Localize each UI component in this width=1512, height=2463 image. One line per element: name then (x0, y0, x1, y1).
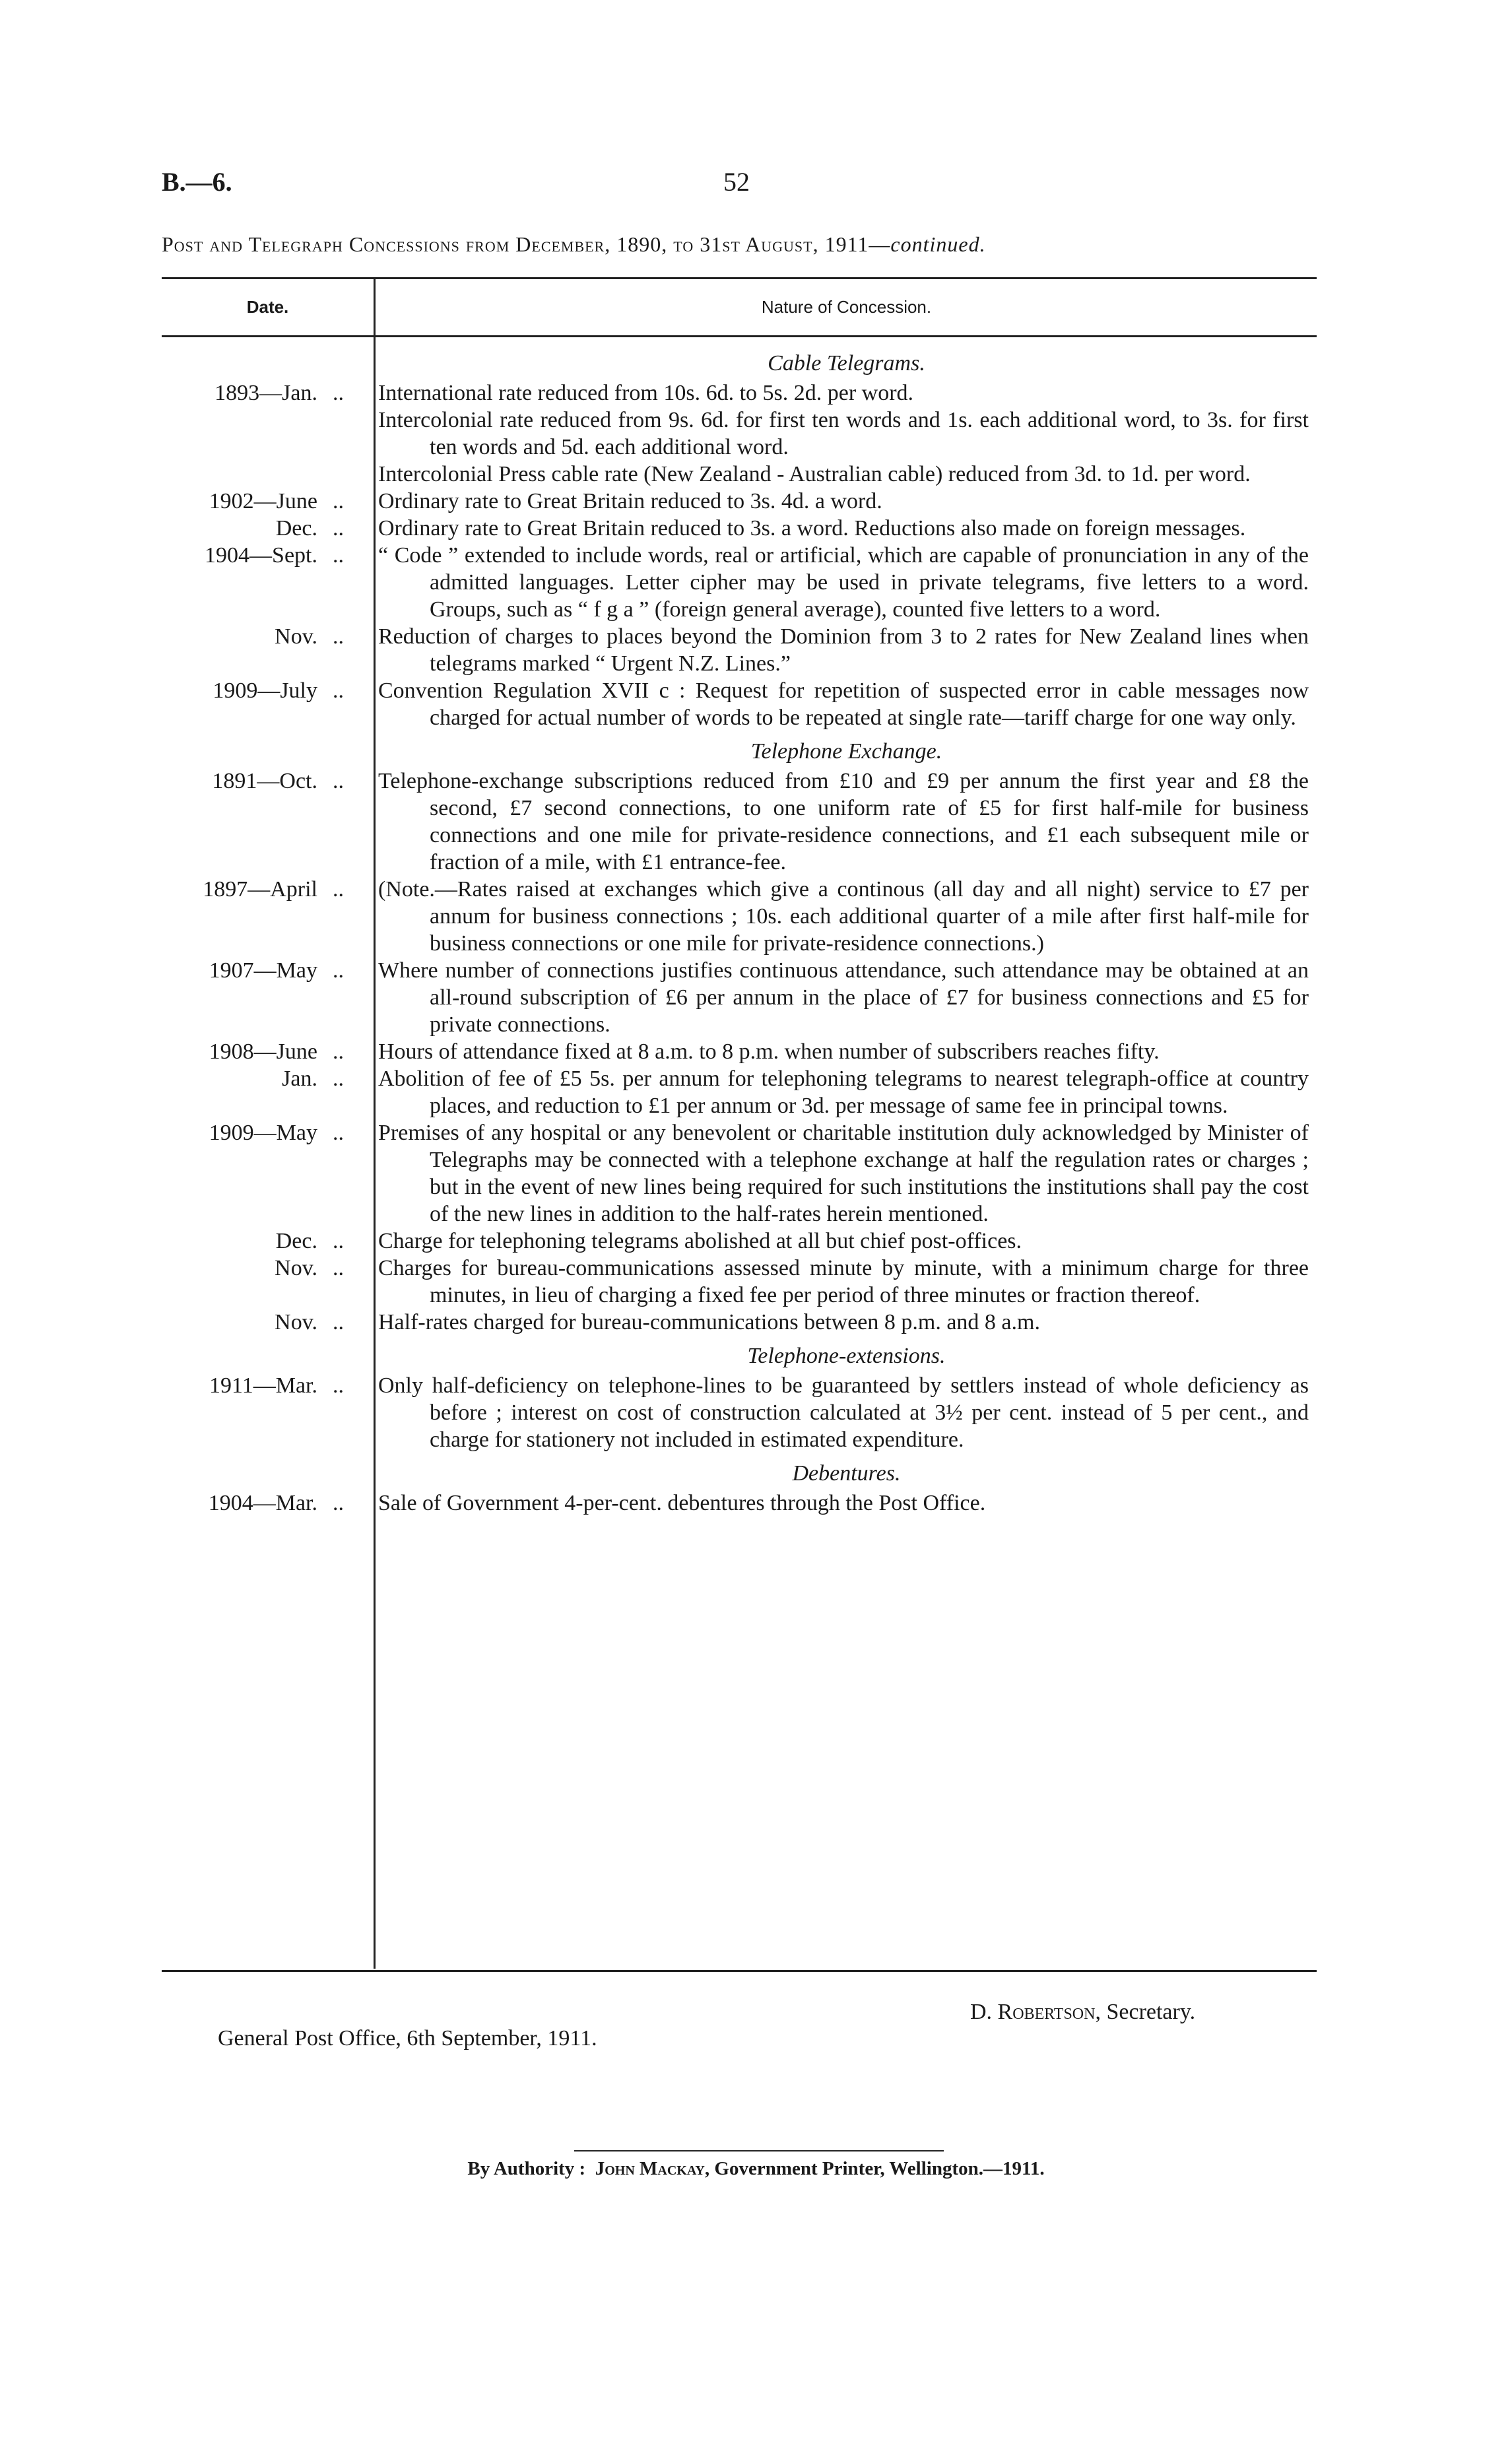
column-header-date: Date. (246, 297, 289, 317)
entry-date-label: 1904—Sept. (205, 543, 317, 568)
imprint-printer: John Mackay, (595, 2158, 710, 2179)
entry-date-label: Nov. (275, 624, 317, 649)
section-heading: Debentures. (792, 1461, 901, 1486)
imprint-suffix: Government Printer, Wellington.—1911. (714, 2158, 1045, 2179)
entry-text: Charges for bureau-communications assessed minute by minute, with a minimum charge for three minutes, in lieu of charging a fixed fee per period of three minutes or fraction thereof. (378, 1256, 1309, 1307)
title-continued: continued. (890, 232, 986, 256)
entry-text: Abolition of fee of £5 5s. per annum for telephoning telegrams to nearest telegraph-office at country places, and reduction to £1 per annum or 3d. per message of same fee in principal towns. (378, 1067, 1309, 1118)
leader-dots: .. (333, 769, 344, 793)
title-main: Post and Telegraph Concessions from December, 1890, to 31st August, 1911— (162, 232, 891, 256)
table-row (162, 1228, 1317, 1255)
leader-dots: .. (333, 958, 344, 983)
table-row (162, 407, 1317, 461)
leader-dots: .. (333, 543, 344, 568)
entry-date-label: 1897—April (203, 877, 317, 902)
entry-text: Ordinary rate to Great Britain reduced to 3s. a word. Reductions also made on foreign messages. (378, 516, 1246, 541)
leader-dots: .. (333, 516, 344, 541)
entry-text: Reduction of charges to places beyond the Dominion from 3 to 2 rates for New Zealand lines when telegrams marked “ Urgent N.Z. Lines.” (378, 624, 1309, 676)
leader-dots: .. (333, 489, 344, 513)
leader-dots: .. (333, 624, 344, 649)
page-number: 52 (723, 167, 750, 197)
entry-text: Premises of any hospital or any benevolent or charitable institution duly acknowledged by Minister of Telegraphs may be connected with a telephone exchange at half the regulation rates or charges ; but in the event of new lines being required for such institutions the institutions shall pay the cost of the new lines in addition to the half-rates herein mentioned. (378, 1121, 1309, 1226)
table-row (162, 876, 1317, 957)
top-rule (162, 277, 1317, 279)
signature-name: D. Robertson, (970, 2000, 1101, 2024)
table-row (162, 1490, 1317, 1517)
entry-date (162, 1490, 360, 1517)
entry-date (162, 623, 360, 677)
entry-text: Ordinary rate to Great Britain reduced to 3s. 4d. a word. (378, 489, 882, 513)
imprint (0, 2158, 1512, 2180)
table-row (162, 1309, 1317, 1336)
entry-date-label: Dec. (275, 1229, 317, 1253)
entry-text: “ Code ” extended to include words, real or artificial, which are capable of pronunciation in any of the admitted languages. Letter cipher may be used in private telegrams, five letters to a word. Groups, such as “ f g a ” (foreign general average), counted five letters to a word. (378, 543, 1309, 622)
table-row (162, 1119, 1317, 1228)
entry-date (162, 488, 360, 515)
entry-text: International rate reduced from 10s. 6d. to 5s. 2d. per word. (378, 381, 914, 405)
table-row (162, 677, 1317, 731)
page-title (162, 232, 1323, 257)
entry-date (162, 876, 360, 957)
entry-text: Convention Regulation XVII c : Request for repetition of suspected error in cable messages now charged for actual number of words to be repeated at single rate—tariff charge for one way only. (378, 678, 1309, 730)
entry-date-label: 1909—May (209, 1121, 317, 1145)
entry-date (162, 542, 360, 623)
imprint-prefix: By Authority : (467, 2158, 586, 2179)
leader-dots: .. (333, 877, 344, 902)
entry-date (162, 1038, 360, 1065)
entry-date-label: Dec. (275, 516, 317, 541)
entry-date (162, 1119, 360, 1228)
table-row (162, 957, 1317, 1038)
entry-date (162, 1065, 360, 1119)
leader-dots: .. (333, 1491, 344, 1515)
entry-date-label: Nov. (275, 1256, 317, 1280)
entry-date (162, 515, 360, 542)
section-heading: Telephone Exchange. (750, 739, 942, 764)
entry-date-label: Jan. (282, 1067, 317, 1091)
entry-text: Where number of connections justifies continuous attendance, such attendance may be obtained at an all-round subscription of £6 per annum in the place of £7 for business connections and £5 for private connections. (378, 958, 1309, 1037)
bottom-rule (162, 1970, 1317, 1972)
leader-dots: .. (333, 1256, 344, 1280)
leader-dots: .. (333, 1039, 344, 1064)
header-rule (162, 335, 1317, 337)
table-row (162, 1038, 1317, 1065)
footer-rule (574, 2150, 944, 2151)
table-row (162, 1065, 1317, 1119)
entry-text: Only half-deficiency on telephone-lines to be guaranteed by settlers instead of whole deficiency as before ; interest on cost of construction calculated at 3½ per cent. instead of 5 per cent., and charge for stationery not included in estimated expenditure. (378, 1373, 1309, 1452)
table-row (162, 768, 1317, 876)
entry-date (162, 1309, 360, 1336)
leader-dots: .. (333, 1373, 344, 1398)
entry-text: Charge for telephoning telegrams abolished at all but chief post-offices. (378, 1229, 1022, 1253)
entry-date (162, 768, 360, 876)
entry-date-label: 1902—June (209, 489, 317, 513)
table-row (162, 488, 1317, 515)
document-reference: B.—6. (162, 167, 232, 197)
table-row (162, 515, 1317, 542)
entry-date-label: 1909—July (213, 678, 317, 703)
entry-date (162, 1255, 360, 1309)
concessions-table (162, 350, 1317, 1517)
leader-dots: .. (333, 381, 344, 405)
section-heading: Telephone-extensions. (747, 1344, 946, 1368)
leader-dots: .. (333, 1067, 344, 1091)
leader-dots: .. (333, 1229, 344, 1253)
entry-date-label: Nov. (275, 1310, 317, 1334)
entry-date (162, 677, 360, 731)
signature-title: Secretary. (1106, 2000, 1196, 2024)
entry-text: Intercolonial Press cable rate (New Zealand - Australian cable) reduced from 3d. to 1d. per word. (378, 462, 1251, 486)
entry-date-label: 1893—Jan. (214, 381, 317, 405)
entry-text: Sale of Government 4-per-cent. debentures through the Post Office. (378, 1491, 986, 1515)
entry-text: Hours of attendance fixed at 8 a.m. to 8 p.m. when number of subscribers reaches fifty. (378, 1039, 1160, 1064)
table-row (162, 379, 1317, 407)
entry-date-label: 1911—Mar. (209, 1373, 317, 1398)
entry-text: (Note.—Rates raised at exchanges which give a continous (all day and all night) service to £7 per annum for business connections ; 10s. each additional quarter of a mile after first half-mile for business connections or one mile for private-residence connections.) (378, 877, 1309, 956)
leader-dots: .. (333, 1121, 344, 1145)
leader-dots: .. (333, 1310, 344, 1334)
table-row (162, 1255, 1317, 1309)
leader-dots: .. (333, 678, 344, 703)
table-row (162, 542, 1317, 623)
column-header-nature: Nature of Concession. (761, 297, 932, 317)
entry-date-label: 1907—May (209, 958, 317, 983)
entry-text: Intercolonial rate reduced from 9s. 6d. for first ten words and 1s. each additional word, to 3s. for first ten words and 5d. each additional word. (378, 408, 1309, 459)
entry-text: Half-rates charged for bureau-communications between 8 p.m. and 8 a.m. (378, 1310, 1040, 1334)
entry-date (162, 1372, 360, 1453)
entry-date-label: 1904—Mar. (208, 1491, 317, 1515)
place-date: General Post Office, 6th September, 1911. (218, 2026, 597, 2051)
entry-date (162, 407, 360, 461)
signature (970, 2000, 1195, 2025)
entry-date (162, 1228, 360, 1255)
entry-date-label: 1891—Oct. (212, 769, 317, 793)
entry-date (162, 461, 360, 488)
section-heading: Cable Telegrams. (768, 351, 925, 376)
entry-date (162, 957, 360, 1038)
entry-date (162, 379, 360, 407)
entry-text: Telephone-exchange subscriptions reduced from £10 and £9 per annum the first year and £8 the second, £7 second connections, to one uniform rate of £5 for first half-mile for business connections and one mile for private-residence connections, and £1 each subsequent mile or fraction of a mile, with £1 entrance-fee. (378, 769, 1309, 874)
table-row (162, 1372, 1317, 1453)
table-row (162, 461, 1317, 488)
entry-date-label: 1908—June (209, 1039, 317, 1064)
table-row (162, 623, 1317, 677)
